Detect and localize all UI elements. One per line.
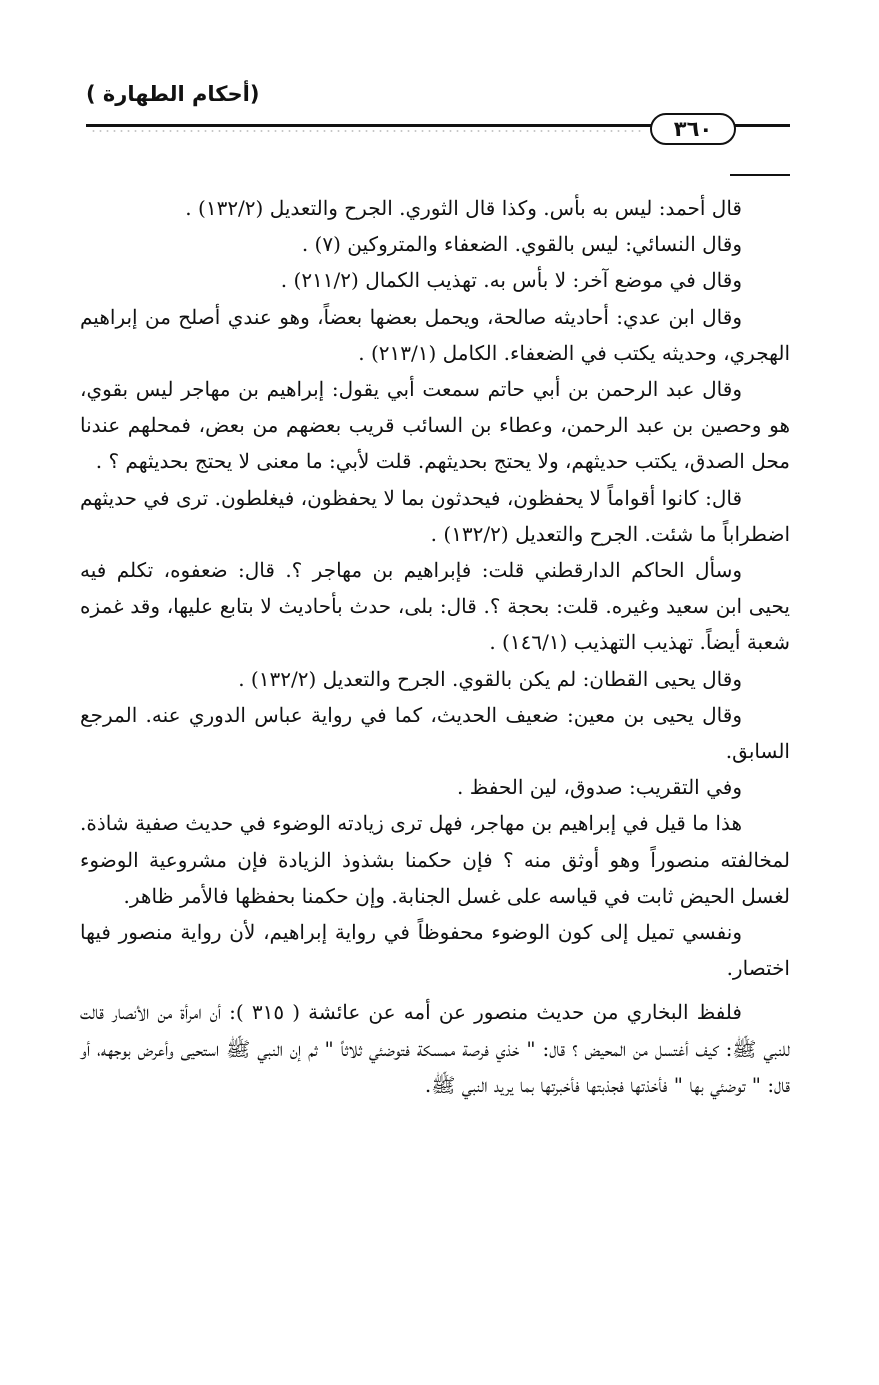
paragraph-ibn-abi-hatim: وقال عبد الرحمن بن أبي حاتم سمعت أبي يقول: إبراهيم بن مهاجر ليس بقوي، هو وحصين بن عبد الرحمن، وعطاء بن السائب قريب بعضهم من بعض، فمحلهم عندنا محل الصدق، يكتب حديثهم، ولا يحتج بحديثهم. قلت لأبي: ما معنى لا يحتج بحديثهم ؟ . [80,377,790,474]
paragraph-kanu-aqwaman: قال: كانوا أقواماً لا يحفظون، فيحدثون بما لا يحفظون، فيغلطون. ترى في حديثهم اضطراباً ما شئت. الجرح والتعديل (١٣٢/٢) . [80,485,790,546]
paragraph-ahmad: قال أحمد: ليس به بأس. وكذا قال الثوري. الجرح والتعديل (١٣٢/٢) . [185,196,742,220]
section-rule [730,174,790,176]
paragraph-opinion: ونفسي تميل إلى كون الوضوء محفوظاً في رواية إبراهيم، لأن رواية منصور فيها اختصار. [80,920,790,981]
paragraph-taqrib: وفي التقريب: صدوق، لين الحفظ . [457,775,742,800]
paragraph-discussion: هذا ما قيل في إبراهيم بن مهاجر، فهل ترى زيادته الوضوء في حديث صفية شاذة. لمخالفته منصوراً وهو أوثق منه ؟ فإن حكمنا بشذوذ الزيادة فإن مشروعية الوضوء لغسل الحيض ثابت في قياسه على غسل الجنابة. وإن حكمنا بحفظها فالأمر ظاهر. [80,811,790,908]
paragraph-yahya-ibn-main: وقال يحيى بن معين: ضعيف الحديث، كما في رواية عباس الدوري عنه. المرجع السابق. [80,702,790,764]
header-ornament-dots [90,129,645,133]
paragraph-bukhari-hadith: فلفظ البخاري من حديث منصور عن أمه عن عائشة ( ٣١٥ ): أن امرأة من الأنصار قالت للنبي ﷺ: كيف أغتسل من المحيض ؟ قال: " خذي فرصة ممسكة فتوضئي ثلاثاً " ثم إن النبي ﷺ استحيى وأعرض بوجهه، أو قال: " توضئي بها " فأخذتها فجذبتها فأخبرتها بما يريد النبي ﷺ. [80,1000,790,1097]
page-number: ٣٦٠ [650,113,736,145]
paragraph-yahya-qattan: وقال يحيى القطان: لم يكن بالقوي. الجرح والتعديل (١٣٢/٢) . [238,666,742,691]
running-title: (أحكام الطهارة ) [86,82,260,106]
paragraph-hakim-daraqutni: وسأل الحاكم الدارقطني قلت: فإبراهيم بن مهاجر ؟. قال: ضعفوه، تكلم فيه يحيى ابن سعيد وغيره. قلت: بحجة ؟. قال: بلى، حدث بأحاديث لا بتابع عليها، وقد غمزه شعبة أيضاً. تهذيب التهذيب (١٤٦/١) . [80,558,790,655]
paragraph-ibn-adi: وقال ابن عدي: أحاديثه صالحة، ويحمل بعضها بعضاً، وهو عندي أصلح من إبراهيم الهجري، وحديثه يكتب في الضعفاء. الكامل (٢١٣/١) . [80,304,790,365]
paragraph-nasai: وقال النسائي: ليس بالقوي. الضعفاء والمتروكين (٧) . [301,232,742,257]
body-text [80,190,790,1103]
paragraph-other-place: وقال في موضع آخر: لا بأس به. تهذيب الكمال (٢١١/٢) . [280,268,742,293]
